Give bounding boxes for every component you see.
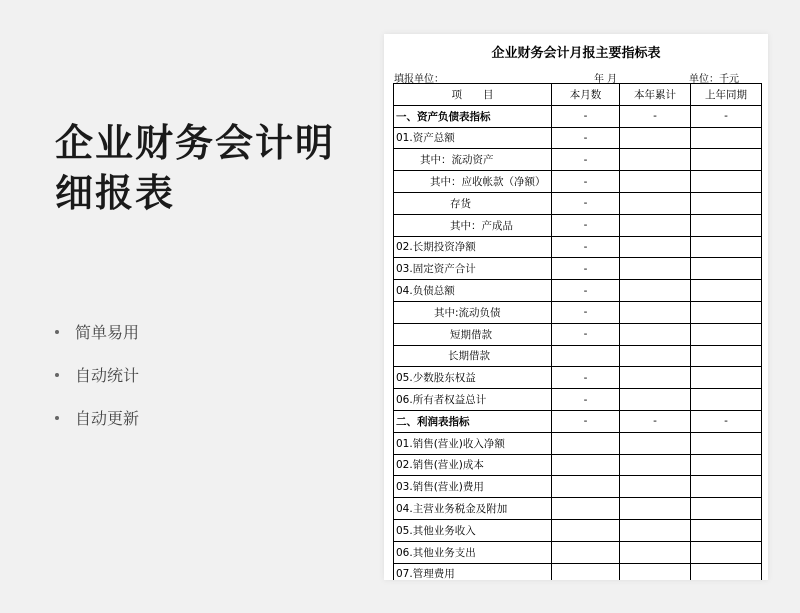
table-row (394, 454, 762, 476)
row-label: 其中：产成品 (394, 214, 552, 236)
value-cell: - (552, 214, 620, 236)
row-label: 05.其他业务收入 (394, 519, 552, 541)
value-cell (620, 323, 691, 345)
value-cell (691, 214, 762, 236)
row-label: 长期借款 (394, 345, 552, 367)
value-cell (691, 149, 762, 171)
value-cell (620, 519, 691, 541)
value-cell (620, 498, 691, 520)
value-cell (552, 432, 620, 454)
value-cell (691, 345, 762, 367)
value-cell (691, 301, 762, 323)
value-cell (620, 432, 691, 454)
value-cell (552, 563, 620, 580)
value-cell (552, 454, 620, 476)
value-cell (620, 236, 691, 258)
value-cell (691, 236, 762, 258)
bullet-icon (55, 416, 59, 420)
value-cell: - (552, 149, 620, 171)
table-row (394, 541, 762, 563)
feature-item (55, 353, 139, 396)
table-row (394, 280, 762, 302)
value-cell (691, 323, 762, 345)
value-cell: - (552, 171, 620, 193)
row-label: 存货 (394, 192, 552, 214)
value-cell: - (552, 105, 620, 127)
bullet-icon (55, 373, 59, 377)
row-label: 01.资产总额 (394, 127, 552, 149)
value-cell (552, 541, 620, 563)
table-row (394, 367, 762, 389)
value-cell (691, 454, 762, 476)
table-header-row (394, 84, 762, 106)
row-label: 07.管理费用 (394, 563, 552, 580)
table-row (394, 127, 762, 149)
table-row (394, 345, 762, 367)
value-cell (620, 127, 691, 149)
value-cell: - (552, 367, 620, 389)
value-cell (620, 563, 691, 580)
value-cell (620, 258, 691, 280)
value-cell (552, 498, 620, 520)
table-row (394, 149, 762, 171)
bullet-icon (55, 330, 59, 334)
value-cell: - (552, 127, 620, 149)
feature-list (55, 310, 139, 439)
value-cell: - (552, 236, 620, 258)
value-cell (691, 192, 762, 214)
value-cell: - (552, 192, 620, 214)
row-label: 06.其他业务支出 (394, 541, 552, 563)
value-cell (691, 563, 762, 580)
value-cell (620, 476, 691, 498)
value-cell (691, 519, 762, 541)
value-cell (691, 127, 762, 149)
value-cell (620, 367, 691, 389)
value-cell (620, 280, 691, 302)
feature-label: 简单易用 (75, 323, 140, 342)
value-cell: - (552, 258, 620, 280)
row-label: 其中：流动资产 (394, 149, 552, 171)
table-row (394, 258, 762, 280)
value-cell (620, 171, 691, 193)
column-header: 本月数 (552, 84, 620, 106)
value-cell (691, 367, 762, 389)
table-row (394, 171, 762, 193)
feature-label: 自动统计 (75, 366, 140, 385)
value-cell: - (552, 323, 620, 345)
table-row (394, 192, 762, 214)
table-row (394, 301, 762, 323)
value-cell (691, 498, 762, 520)
value-cell (620, 541, 691, 563)
value-cell: - (691, 410, 762, 432)
table-row (394, 476, 762, 498)
table-row (394, 432, 762, 454)
row-label: 06.所有者权益总计 (394, 389, 552, 411)
value-cell: - (620, 105, 691, 127)
value-cell (552, 476, 620, 498)
value-cell (691, 476, 762, 498)
row-label: 一、资产负债表指标 (394, 105, 552, 127)
feature-label: 自动更新 (75, 409, 140, 428)
value-cell (691, 171, 762, 193)
value-cell (620, 301, 691, 323)
value-cell: - (552, 301, 620, 323)
table-body (394, 105, 762, 580)
table-row (394, 389, 762, 411)
value-cell: - (620, 410, 691, 432)
value-cell: - (552, 389, 620, 411)
date-label: 年 月 (594, 74, 618, 85)
value-cell (620, 454, 691, 476)
value-cell (691, 389, 762, 411)
table-row (394, 410, 762, 432)
table-row (394, 236, 762, 258)
row-label: 01.销售(营业)收入净额 (394, 432, 552, 454)
value-cell (691, 258, 762, 280)
value-cell (691, 280, 762, 302)
promo-title (55, 118, 365, 218)
table-row (394, 214, 762, 236)
table-row (394, 519, 762, 541)
money-unit-label: 单位：千元 (689, 74, 739, 85)
value-cell (620, 389, 691, 411)
table-row (394, 323, 762, 345)
promo-title-line-2: 细报表 (55, 171, 176, 215)
value-cell: - (552, 280, 620, 302)
column-header: 本年累计 (620, 84, 691, 106)
row-label: 02.长期投资净额 (394, 236, 552, 258)
value-cell (620, 192, 691, 214)
report-sheet-preview (384, 34, 768, 580)
row-label: 02.销售(营业)成本 (394, 454, 552, 476)
feature-item (55, 310, 139, 353)
value-cell (552, 345, 620, 367)
column-header: 上年同期 (691, 84, 762, 106)
value-cell: - (691, 105, 762, 127)
column-header: 项 目 (394, 84, 552, 106)
table-row (394, 563, 762, 580)
row-label: 04.负债总额 (394, 280, 552, 302)
indicator-table (393, 83, 762, 580)
row-label: 04.主营业务税金及附加 (394, 498, 552, 520)
value-cell (552, 519, 620, 541)
value-cell (620, 214, 691, 236)
reporting-unit-label: 填报单位： (394, 74, 444, 85)
feature-item (55, 396, 139, 439)
row-label: 03.销售(营业)费用 (394, 476, 552, 498)
sheet-title: 企业财务会计月报主要指标表 (491, 46, 661, 61)
row-label: 其中：应收帐款（净额） (394, 171, 552, 193)
value-cell (620, 345, 691, 367)
row-label: 二、利润表指标 (394, 410, 552, 432)
table-row (394, 498, 762, 520)
value-cell (691, 432, 762, 454)
value-cell (620, 149, 691, 171)
value-cell (691, 541, 762, 563)
row-label: 03.固定资产合计 (394, 258, 552, 280)
row-label: 其中:流动负债 (394, 301, 552, 323)
row-label: 05.少数股东权益 (394, 367, 552, 389)
row-label: 短期借款 (394, 323, 552, 345)
table-row (394, 105, 762, 127)
promo-title-line-1: 企业财务会计明 (55, 121, 336, 165)
value-cell: - (552, 410, 620, 432)
